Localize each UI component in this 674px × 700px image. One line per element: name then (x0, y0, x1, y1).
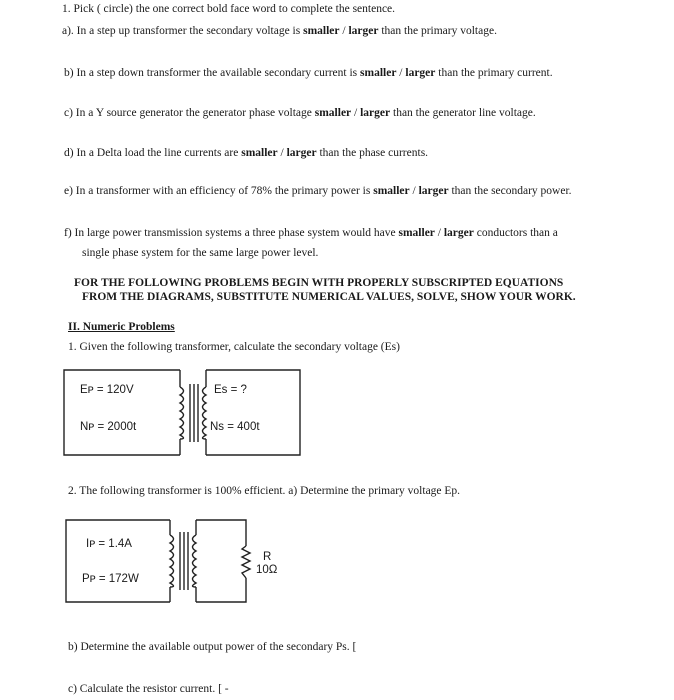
separator: / (342, 25, 346, 37)
option-smaller[interactable]: smaller (398, 227, 435, 239)
question-b-tail: than the primary current. (438, 67, 553, 79)
separator: / (399, 67, 403, 79)
question-a-tail: than the primary voltage. (381, 25, 497, 37)
problem-1-text: 1. Given the following transformer, calculate the secondary voltage (Es) (68, 341, 400, 353)
part1-title: 1. Pick ( circle) the one correct bold face word to complete the sentence. (62, 3, 396, 15)
resistor-label: R (263, 551, 272, 563)
primary-current-label: Iᴘ = 1.4A (86, 538, 132, 550)
question-c-text: c) In a Y source generator the generator phase voltage (64, 107, 312, 119)
option-larger[interactable]: larger (443, 227, 474, 239)
option-smaller[interactable]: smaller (303, 25, 340, 37)
problem-2-text: 2. The following transformer is 100% efficient. a) Determine the primary voltage Ep. (68, 485, 461, 497)
option-smaller[interactable]: smaller (314, 107, 352, 119)
option-smaller[interactable]: smaller (360, 67, 397, 79)
question-d-text: d) In a Delta load the line currents are (64, 147, 239, 159)
option-smaller[interactable]: smaller (373, 185, 410, 197)
separator: / (354, 107, 358, 119)
option-larger[interactable]: larger (418, 185, 449, 197)
instructions-line2: FROM THE DIAGRAMS, SUBSTITUTE NUMERICAL VALUES, SOLVE, SHOW YOUR WORK. (82, 291, 576, 303)
secondary-voltage-label: Eѕ = ? (214, 384, 247, 396)
option-larger[interactable]: larger (286, 147, 317, 159)
separator: / (437, 227, 441, 239)
resistor-value: 10Ω (256, 564, 278, 576)
question-b-text: b) In a step down transformer the available secondary current is (64, 67, 358, 79)
separator: / (280, 147, 284, 159)
option-larger[interactable]: larger (405, 67, 436, 79)
question-d-tail: than the phase currents. (319, 147, 429, 159)
option-larger[interactable]: larger (360, 107, 391, 119)
section-title: II. Numeric Problems (68, 321, 175, 333)
secondary-turns-label: Nѕ = 400t (210, 421, 260, 433)
question-e-tail: than the secondary power. (451, 185, 572, 197)
question-f-line2: single phase system for the same large power level. (82, 247, 319, 259)
question-f-text: f) In large power transmission systems a three phase system would have (64, 227, 396, 239)
question-e-text: e) In a transformer with an efficiency of 78% the primary power is (64, 185, 371, 197)
option-smaller[interactable]: smaller (241, 147, 278, 159)
separator: / (412, 185, 416, 197)
question-a-text: a). In a step up transformer the secondary voltage is (62, 25, 301, 37)
question-f-tail: conductors than a (476, 227, 558, 239)
problem-2c-text: c) Calculate the resistor current. [ - (68, 683, 229, 695)
primary-turns-label: Nᴘ = 2000t (80, 421, 137, 433)
primary-power-label: Pᴘ = 172W (82, 573, 139, 585)
option-larger[interactable]: larger (348, 25, 379, 37)
question-c-tail: than the generator line voltage. (393, 107, 536, 119)
primary-voltage-label: Eᴘ = 120V (80, 384, 134, 396)
problem-2b-text: b) Determine the available output power of the secondary Ps. [ (68, 641, 357, 653)
instructions-line1: FOR THE FOLLOWING PROBLEMS BEGIN WITH PROPERLY SUBSCRIPTED EQUATIONS (74, 277, 564, 289)
